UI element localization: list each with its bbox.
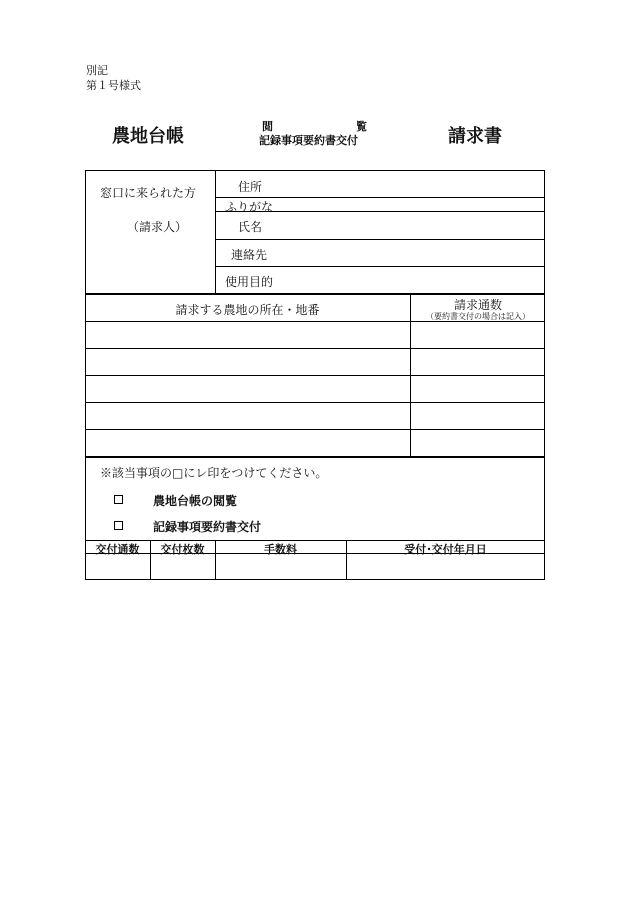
bottom-header-pages: 交付枚数	[160, 543, 205, 556]
requester-sub-label: （請求人）	[127, 220, 188, 234]
bottom-header-copies: 交付通数	[95, 543, 140, 556]
field-contact-label: 連絡先	[231, 248, 268, 262]
option-view-label: 農地台帳の閲覧	[153, 494, 238, 508]
land-row-line	[85, 321, 545, 322]
title-mid-bottom: 記録事項要約書交付	[259, 134, 358, 147]
land-row-line	[85, 402, 545, 403]
checkbox-summary[interactable]	[114, 521, 123, 530]
title-right: 請求書	[448, 126, 502, 147]
requester-divider	[215, 170, 216, 293]
option-summary-label: 記録事項要約書交付	[153, 520, 262, 534]
field-name-label: 氏名	[238, 220, 263, 234]
section-divider-1	[85, 293, 545, 295]
title-left: 農地台帳	[112, 126, 184, 147]
field-line-4	[215, 266, 545, 267]
land-row-line	[85, 348, 545, 349]
land-row-line	[85, 375, 545, 376]
form-section-label: 別記	[86, 64, 108, 77]
land-col1-header: 請求する農地の所在・地番	[175, 303, 320, 317]
field-line-3	[215, 239, 545, 240]
field-furigana-label: ふりがな	[225, 200, 274, 214]
title-mid-top-right: 覧	[356, 120, 367, 133]
land-col2-subheader: （要約書交付の場合は記入）	[426, 312, 530, 321]
checkbox-instruction: ※該当事項の□にレ印をつけてください。	[100, 466, 328, 480]
bottom-header-date: 受付･交付年月日	[404, 543, 487, 556]
bottom-header-fee: 手数料	[264, 543, 297, 556]
checkbox-view[interactable]	[114, 495, 123, 504]
land-row-line	[85, 429, 545, 430]
title-mid-top-left: 閲	[262, 120, 273, 133]
field-address-label: 住所	[238, 180, 263, 194]
field-purpose-label: 使用目的	[225, 275, 274, 289]
requester-label: 窓口に来られた方	[100, 186, 197, 200]
land-col2-header: 請求通数	[453, 298, 502, 312]
section-divider-2	[85, 456, 545, 458]
form-number-label: 第１号様式	[86, 79, 141, 92]
